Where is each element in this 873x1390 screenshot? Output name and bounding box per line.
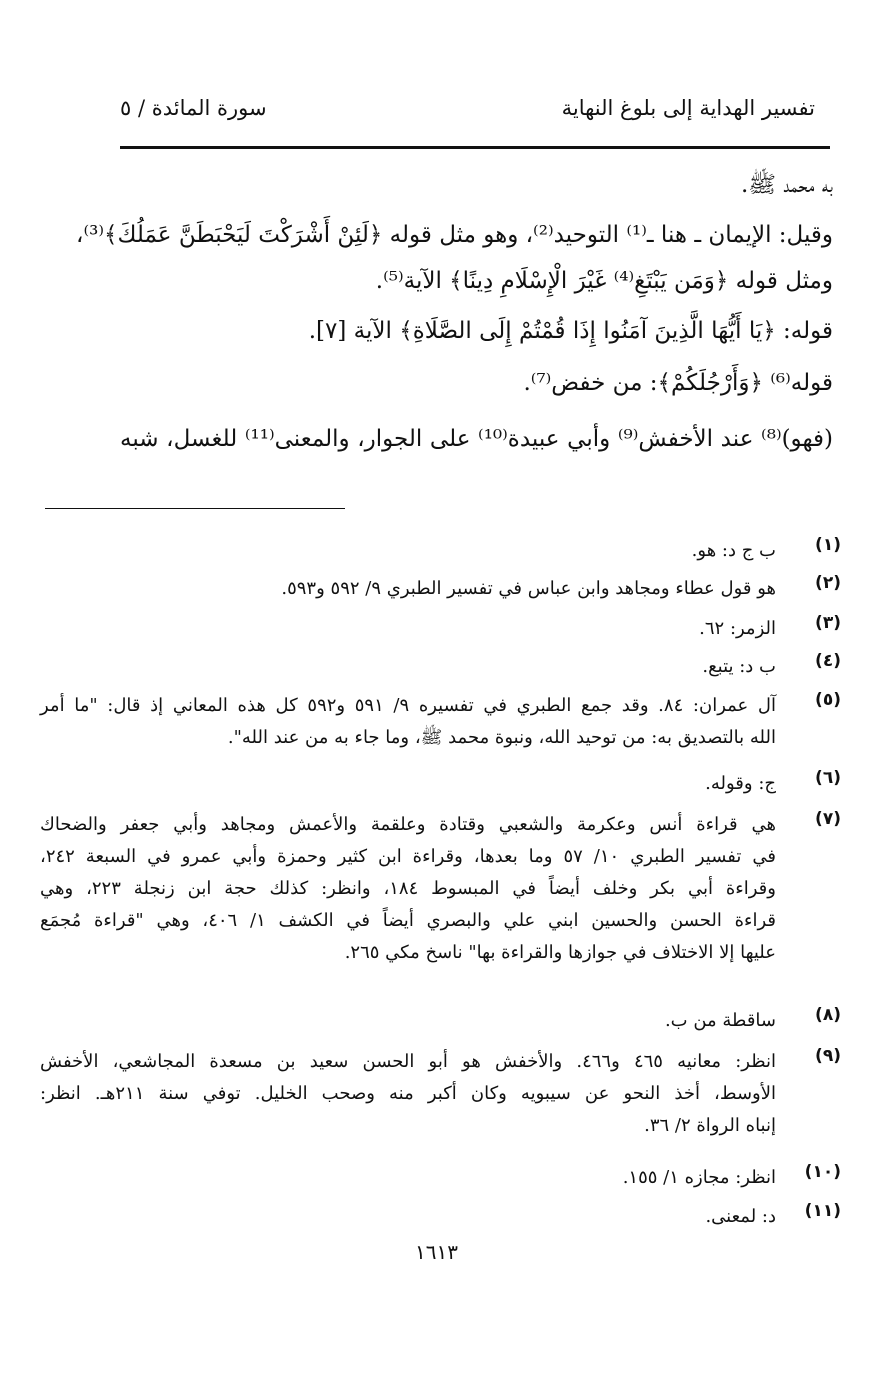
footnote-number: (٥) (815, 690, 841, 710)
footnote-line: انظر: معانيه ٤٦٥ و٤٦٦. والأخفش هو أبو الحسن سعيد بن مسعدة المجاشعي، الأخفش (40, 1051, 776, 1072)
footnote-line: ساقطة من ب. (664, 1010, 776, 1031)
footnote-number: (٢) (815, 573, 841, 593)
footnote-number: (١) (815, 535, 841, 555)
footnote-separator (45, 508, 345, 509)
footnote-line: إنباه الرواة ٢/ ٣٦. (644, 1115, 776, 1136)
footnote-number: (٩) (815, 1046, 841, 1066)
running-header (120, 96, 815, 136)
footnote-line: الزمر: ٦٢. (699, 618, 776, 639)
footnote-line: ب د: يتبع. (702, 656, 776, 677)
body-line: (فهو)⁽⁸⁾ عند الأخفش⁽⁹⁾ وأبي عبيدة⁽¹⁰⁾ على الجوار، والمعنى⁽¹¹⁾ للغسل، شبه (120, 426, 834, 452)
footnote-line: قراءة الحسن والحسين ابني علي والبصري أيضاً في الكشف ١/ ٤٠٦، وهي "قراءة مُجمَع (40, 910, 776, 931)
footnote-number: (٤) (815, 651, 841, 671)
footnote-line: انظر: مجازه ١/ ١٥٥. (622, 1167, 776, 1188)
footnote-line: في تفسير الطبري ١٠/ ٥٧ وما بعدها، وقراءة ابن كثير وحمزة وأبي عمرو في السبعة ٢٤٢، (40, 846, 776, 867)
footnote-line: عليها إلا الاختلاف في جوازها والقراءة بها" ناسخ مكي ٢٦٥. (344, 942, 776, 963)
body-line: وقيل: الإيمان ـ هنا ـ⁽¹⁾ التوحيد⁽²⁾، وهو مثل قوله ﴿لَئِنْ أَشْرَكْتَ لَيَحْبَطَنَّ عَمَلُكَ﴾⁽³⁾، (76, 222, 833, 248)
footnote-line: آل عمران: ٨٤. وقد جمع الطبري في تفسيره ٩/ ٥٩١ و٥٩٢ كل هذه المعاني إذ قال: "ما أمر (40, 695, 776, 716)
surah-reference: سورة المائدة / ٥ (120, 96, 267, 120)
footnote-line: وقراءة أبي بكر وخلف أيضاً في المبسوط ١٨٤، وانظر: كذلك حجة ابن زنجلة ٢٢٣، وهي (40, 878, 776, 899)
footnote-line: ج: وقوله. (705, 773, 776, 794)
page-number: ١٦١٣ (415, 1240, 458, 1264)
footnote-line: هي قراءة أنس وعكرمة والشعبي وقتادة وعلقمة والأعمش ومجاهد وأبي جعفر والضحاك (40, 814, 776, 835)
header-rule (120, 146, 830, 149)
body-line: قوله⁽⁶⁾ ﴿وَأَرْجُلَكُمْ﴾: من خفض⁽⁷⁾. (523, 370, 833, 396)
footnote-number: (٦) (815, 768, 841, 788)
footnote-line: هو قول عطاء ومجاهد وابن عباس في تفسير الطبري ٩/ ٥٩٢ و٥٩٣. (281, 578, 776, 599)
footnote-number: (٣) (815, 613, 841, 633)
book-title: تفسير الهداية إلى بلوغ النهاية (561, 96, 815, 120)
body-line: ومثل قوله ﴿وَمَن يَبْتَغِ⁽⁴⁾ غَيْرَ الْإِسْلَامِ دِينًا﴾ الآية⁽⁵⁾. (375, 268, 833, 294)
footnote-line: د: لمعنى. (705, 1206, 776, 1227)
footnote-number: (٨) (815, 1005, 841, 1025)
footnote-number: (١١) (804, 1201, 841, 1221)
footnote-line: الله بالتصديق به: من توحيد الله، ونبوة محمد ﷺ، وما جاء به من عند الله". (227, 727, 776, 748)
footnote-line: ب ج د: هو. (691, 540, 776, 561)
body-line: قوله: ﴿يَا أَيُّهَا الَّذِينَ آمَنُوا إِذَا قُمْتُمْ إِلَى الصَّلَاةِ﴾ الآية [٧]. (308, 318, 833, 344)
footnote-number: (٧) (815, 809, 841, 829)
body-line: به محمد ﷺ. (741, 172, 833, 198)
footnote-line: الأوسط، أخذ النحو عن سيبويه وكان أكبر منه وصحب الخليل. توفي سنة ٢١١هـ. انظر: (40, 1083, 776, 1104)
footnote-number: (١٠) (804, 1162, 841, 1182)
